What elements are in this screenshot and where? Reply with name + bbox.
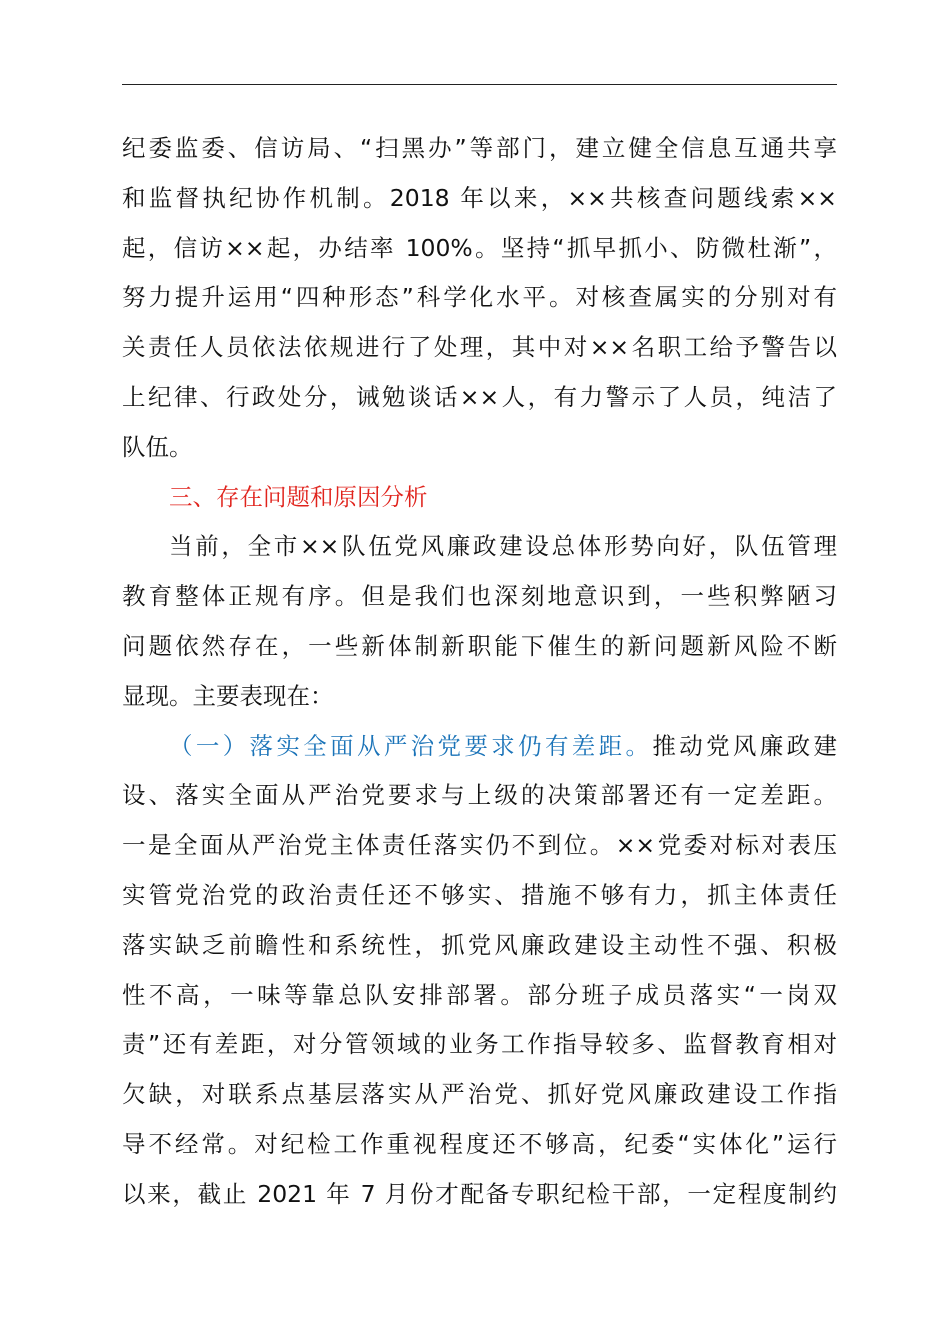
text-line: 问题依然存在，一些新体制新职能下催生的新问题新风险不断	[122, 631, 837, 660]
text-line: 实管党治党的政治责任还不够实、措施不够有力，抓主体责任	[122, 880, 837, 909]
document-body	[122, 124, 837, 1220]
text-line: 当前，全市××队伍党风廉政建设总体形势向好，队伍管理	[169, 532, 837, 561]
text-line: 导不经常。对纪检工作重视程度还不够高，纪委“实体化”运行	[122, 1129, 837, 1158]
subheading-continuation: 推动党风廉政建	[652, 731, 837, 760]
text-line: 欠缺，对联系点基层落实从严治党、抓好党风廉政建设工作指	[122, 1080, 837, 1109]
text-line: 和监督执纪协作机制。2018 年以来，××共核查问题线索××	[122, 183, 837, 212]
text-line: 努力提升运用“四种形态”科学化水平。对核查属实的分别对有	[122, 283, 837, 312]
text-line: 上纪律、行政处分，诫勉谈话××人，有力警示了人员，纯洁了	[122, 382, 837, 411]
subheading: （一）落实全面从严治党要求仍有差距。	[169, 731, 653, 760]
text-line: 关责任人员依法依规进行了处理，其中对××名职工给予警告以	[122, 333, 837, 362]
text-line: 以来，截止 2021 年 7 月份才配备专职纪检干部，一定程度制约	[122, 1179, 837, 1208]
section-heading: 三、存在问题和原因分析	[169, 482, 428, 511]
subheading-line	[122, 722, 837, 772]
text-line: 显现。主要表现在：	[122, 681, 334, 710]
text-line: 落实缺乏前瞻性和系统性，抓党风廉政建设主动性不强、积极	[122, 930, 837, 959]
text-line: 起，信访××起，办结率 100%。坚持“抓早抓小、防微杜渐”，	[122, 233, 837, 262]
text-line: 教育整体正规有序。但是我们也深刻地意识到，一些积弊陋习	[122, 582, 837, 611]
text-line: 性不高，一味等靠总队安排部署。部分班子成员落实“一岗双	[122, 980, 837, 1009]
text-line: 一是全面从严治党主体责任落实仍不到位。××党委对标对表压	[122, 831, 837, 860]
text-line: 纪委监委、信访局、“扫黑办”等部门，建立健全信息互通共享	[122, 134, 837, 162]
text-line: 责”还有差距，对分管领域的业务工作指导较多、监督教育相对	[122, 1030, 837, 1059]
text-line: 队伍。	[122, 432, 193, 461]
header-rule	[122, 84, 837, 85]
text-line: 设、落实全面从严治党要求与上级的决策部署还有一定差距。	[122, 781, 837, 810]
